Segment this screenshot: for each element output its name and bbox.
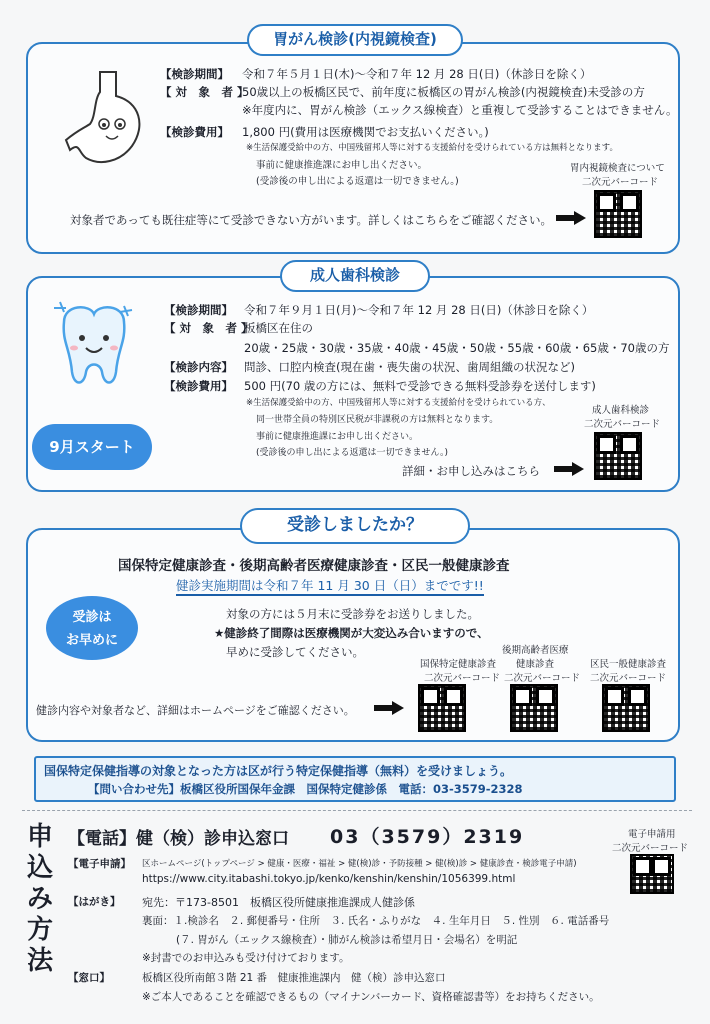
gastric-target: 50歳以上の板橋区民で、前年度に板橋区の胃がん検診(内視鏡検査)未受診の方 [242,85,645,99]
health-checkup-deadline: 健診実施期間は令和７年 11 月 30 日（日）までです!! [176,576,484,596]
dental-fee-note-1: ※生活保護受給中の方、中国残留邦人等に対する支援給付を受けられている方、 [246,398,551,408]
checkup-message-3: 早めに受診してください。 [226,645,364,659]
resident-qr-caption-2: 二次元バーコード [590,673,667,684]
gastric-qr-caption-1: 胃内視鏡検査について [570,163,665,174]
dental-fee-note-2: 同一世帯全員の特別区民税が非課税の方は無料となります。 [256,415,499,425]
vertical-char: 方 [26,915,53,945]
dental-fee-note-3: 事前に健康推進課にお申し出ください。 [256,432,419,442]
dental-content-label: 【検診内容】 [164,360,233,374]
arrow-right-icon [556,211,586,225]
kokuho-checkup-qr-code[interactable] [418,684,466,732]
dental-checkup-qr-code[interactable] [594,432,642,480]
september-start-badge [32,424,152,470]
window-note: ※ご本人であることを確認できるもの（マイナンバーカード、資格確認書等）をお持ちください。 [142,991,600,1003]
gastric-footer-note: 対象者であっても既往症等にて受診できない方がいます。詳しくはこちらをご確認ください。 [70,213,552,227]
window-label: 【窓口】 [68,972,110,984]
early-visit-badge [46,596,138,660]
resident-checkup-qr-code[interactable] [602,684,650,732]
guidance-line-1: 国保特定保健指導の対象となった方は区が行う特定保健指導（無料）を受けましょう。 [44,764,513,778]
september-start-text: 9月スタート [49,438,135,456]
stomach-mascot-illustration [60,66,150,176]
gastric-cancer-title: 胃がん検診(内視鏡検査) [247,24,463,56]
dental-fee-label: 【検診費用】 [164,379,233,393]
gastric-fee-note-2: 事前に健康推進課にお申し出ください。 [256,160,428,171]
phone-application-number[interactable]: 03（3579）2319 [330,826,525,848]
dental-target-ages: 20歳・25歳・30歳・35歳・40歳・45歳・50歳・55歳・60歳・65歳・70歳の方 [244,341,670,355]
guidance-line-2: 【問い合わせ先】板橋区役所国保年金課 国保特定健診係 電話：03-3579-2328 [88,782,523,796]
dental-qr-caption-2: 二次元バーコード [584,419,661,430]
checkup-footer-note: 健診内容や対象者など、詳細はホームページをご確認ください。 [36,704,355,717]
gastric-target-label: 【 対 象 者 】 [160,85,249,99]
window-location: 板橋区役所南館３階 21 番 健康推進課内 健（検）診申込窓口 [142,972,446,984]
phone-application-label: 【電話】健（検）診申込窓口 [68,829,289,849]
online-application-qr-code[interactable] [630,854,674,894]
section-divider [22,810,692,811]
gastric-period: 令和７年５月１日(木)～令和７年 12 月 28 日(日)（休診日を除く） [242,67,592,81]
gastric-endoscopy-qr-code[interactable] [594,190,642,238]
checkup-message-1: 対象の方には５月末に受診券をお送りしました。 [226,607,479,621]
vertical-char: 法 [26,946,53,976]
dental-target: 板橋区在住の [244,321,313,335]
dental-fee: 500 円(70 歳の方には、無料で受診できる無料受診券を送付します) [244,379,596,393]
dental-target-label: 【 対 象 者 】 [164,321,253,335]
gastric-period-label: 【検診期間】 [160,67,229,81]
gastric-qr-caption-2: 二次元バーコード [582,177,659,188]
arrow-right-icon [554,462,584,476]
dental-content: 問診、口腔内検査(現在歯・喪失歯の状況、歯周組織の状況など) [244,360,575,374]
dental-fee-note-4: (受診後の申し出による返還は一切できません。) [256,448,449,458]
online-application-label: 【電子申請】 [68,858,131,870]
dental-period-label: 【検診期間】 [164,303,233,317]
elderly-qr-caption-2: 健康診査 [516,659,555,670]
vertical-char: 込 [26,853,53,883]
health-checkup-title: 受診しましたか？ [240,508,470,544]
gastric-target-note: ※年度内に、胃がん検診（エックス線検査）と重複して受診することはできません。 [242,103,678,117]
vertical-char: 申 [26,822,53,852]
dental-detail-link[interactable]: 詳細・お申し込みはこちら [402,464,540,478]
checkup-message-2: ★健診終了間際は医療機関が大変込み合いますので、 [214,626,489,640]
gastric-fee-label: 【検診費用】 [160,125,229,139]
postcard-note: ※封書でのお申込みも受け付けております。 [142,952,350,964]
elderly-checkup-qr-code[interactable] [510,684,558,732]
online-qr-caption-1: 電子申請用 [628,829,676,840]
gastric-fee: 1,800 円(費用は医療機関でお支払いください。) [242,125,489,139]
early-visit-line-2: お早めに [65,633,118,648]
postcard-back-2: (７. 胃がん（エックス線検査）・肺がん検診は希望月日・会場名）を明記 [176,934,518,946]
gastric-fee-note-3: (受診後の申し出による返還は一切できません。) [256,176,459,187]
resident-qr-caption-1: 区民一般健康診査 [590,659,667,670]
arrow-right-icon [374,701,404,715]
kokuho-qr-caption-2: 二次元バーコード [424,673,501,684]
early-visit-line-1: 受診は [72,610,112,625]
elderly-qr-caption-3: 二次元バーコード [504,673,581,684]
online-qr-caption-2: 二次元バーコード [612,843,689,854]
dental-period: 令和７年９月１日(月)～令和７年 12 月 28 日(日)（休診日を除く） [244,303,594,317]
vertical-char: み [26,884,53,914]
application-method-vertical-title [22,822,58,977]
gastric-fee-note-1: ※生活保護受給中の方、中国残留邦人等に対する支援給付を受けられている方は無料となります。 [246,143,618,153]
online-application-path: 区ホームページ(トップページ > 健康・医療・福祉 > 健(検)診・予防接種 > 健(検)診 > 健康診査・検診電子申請) [142,859,577,869]
kokuho-qr-caption-1: 国保特定健康診査 [420,659,497,670]
tooth-mascot-illustration [44,292,144,392]
dental-qr-caption-1: 成人歯科検診 [592,405,650,416]
online-application-url[interactable]: https://www.city.itabashi.tokyo.jp/kenko/kenshin/kenshin/1056399.html [142,873,516,885]
elderly-qr-caption-1: 後期高齢者医療 [502,645,569,656]
health-checkup-heading: 国保特定健康診査・後期高齢者医療健康診査・区民一般健康診査 [118,558,510,574]
dental-checkup-title: 成人歯科検診 [280,260,430,292]
postcard-address: 宛先：〒173-8501 板橋区役所健康推進課成人健診係 [142,896,415,909]
postcard-label: 【はがき】 [68,896,121,908]
postcard-back-1: 裏面：１.検診名 ２. 郵便番号・住所 ３. 氏名・ふりがな ４. 生年月日 ５. 性別 ６. 電話番号 [142,915,610,927]
